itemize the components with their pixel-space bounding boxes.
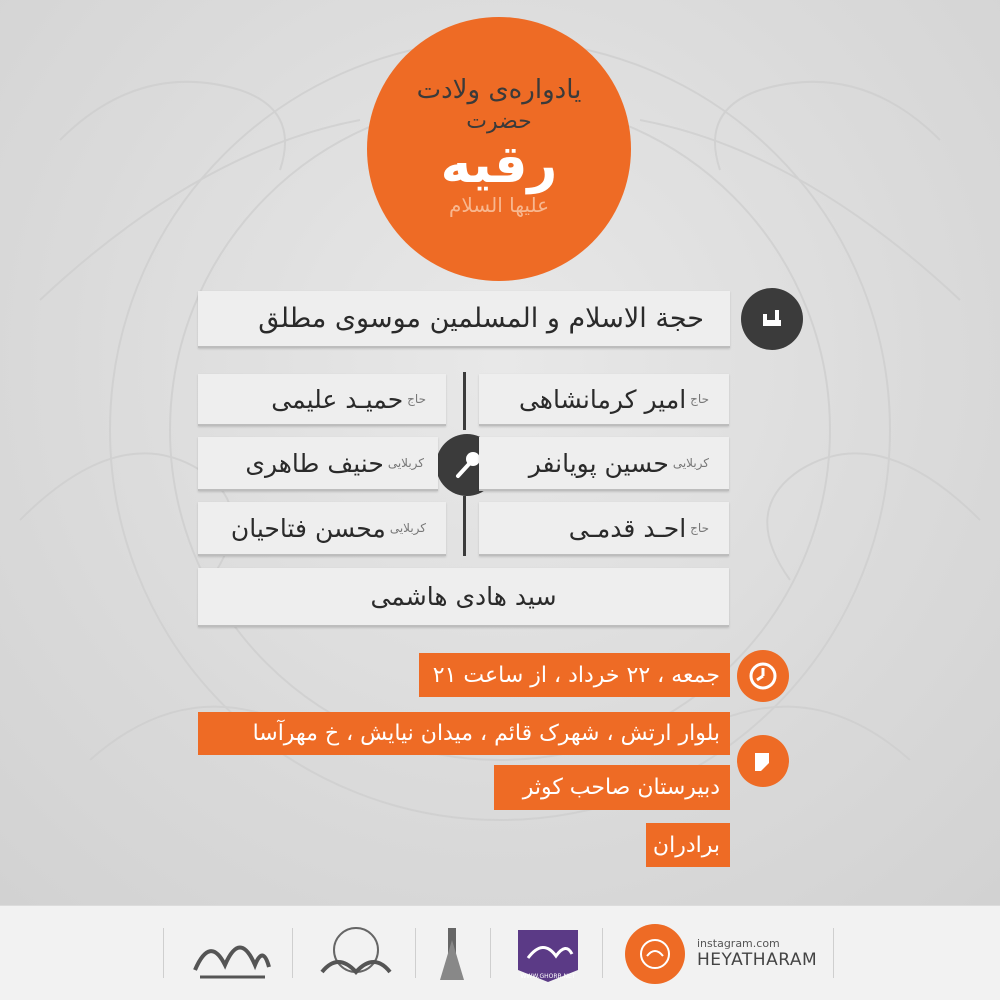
event-emblem [367, 17, 631, 281]
shrine-logo[interactable] [432, 920, 472, 990]
instagram-handle[interactable]: HEYATHARAM [697, 950, 818, 970]
reciter-name: محسن فتاحیان [230, 513, 386, 543]
emblem-title: رقیه [440, 135, 558, 195]
footer-separator [292, 928, 293, 978]
divider-top [463, 372, 466, 430]
footer-separator [490, 928, 491, 978]
location-address: بلوار ارتش ، شهرک قائم ، میدان نیایش ، خ مهرآسا [198, 712, 730, 755]
footer [0, 906, 1000, 1000]
speaker-name: حجة الاسلام و المسلمین موسوی مطلق [258, 303, 704, 334]
location-venue: دبیرستان صاحب کوثر [494, 765, 730, 810]
footer-separator [415, 928, 416, 978]
map-pin-icon [737, 735, 789, 787]
emblem-subtitle: علیها السلام [448, 193, 550, 217]
reciter-right-2 [479, 437, 729, 491]
reciter-name: امیر کرمانشاهی [518, 384, 687, 414]
reciter-name: حسین پویانفر [528, 448, 669, 478]
footer-separator [833, 928, 834, 978]
footer-separator [163, 928, 164, 978]
ensar-logo[interactable] [185, 925, 275, 985]
ghorb-logo[interactable] [508, 920, 588, 990]
divider-bottom [463, 496, 466, 556]
reciter-prefix: حاج [690, 521, 709, 535]
footer-separator [602, 928, 603, 978]
reciter-name: حنیف طاهری [245, 448, 384, 478]
reciter-left-3 [198, 502, 446, 556]
instagram-domain[interactable]: instagram.com [697, 937, 780, 950]
speaker-name-box [198, 291, 730, 348]
reciter-prefix: حاج [407, 392, 426, 406]
clock-icon [737, 650, 789, 702]
event-time: جمعه ، ۲۲ خرداد ، از ساعت ۲۱ [419, 653, 730, 697]
reciter-name: احـد قدمـی [568, 513, 687, 543]
reciter-prefix: حاج [690, 392, 709, 406]
podium-icon [741, 288, 803, 350]
svg-text:WWW.GHORB.NET: WWW.GHORB.NET [520, 973, 576, 980]
emblem-line-1: یادواره‌ی ولادت [416, 75, 582, 105]
location-section: برادران [646, 823, 730, 867]
reciter-right-3 [479, 502, 729, 556]
reciter-bottom [198, 568, 729, 627]
reciter-right-1 [479, 374, 729, 426]
emblem-line-2: حضرت [466, 109, 532, 134]
reciter-name: سید هادی هاشمی [370, 582, 557, 611]
heyat-haram-logo[interactable] [625, 924, 685, 984]
reciter-name: حمیـد علیمی [271, 384, 404, 414]
reciter-prefix: کربلایی [389, 521, 426, 535]
ziarat-logo[interactable] [308, 922, 403, 987]
reciter-left-2 [198, 437, 438, 491]
reciter-left-1 [198, 374, 446, 426]
reciter-prefix: کربلایی [387, 456, 424, 470]
reciter-prefix: کربلایی [672, 456, 709, 470]
